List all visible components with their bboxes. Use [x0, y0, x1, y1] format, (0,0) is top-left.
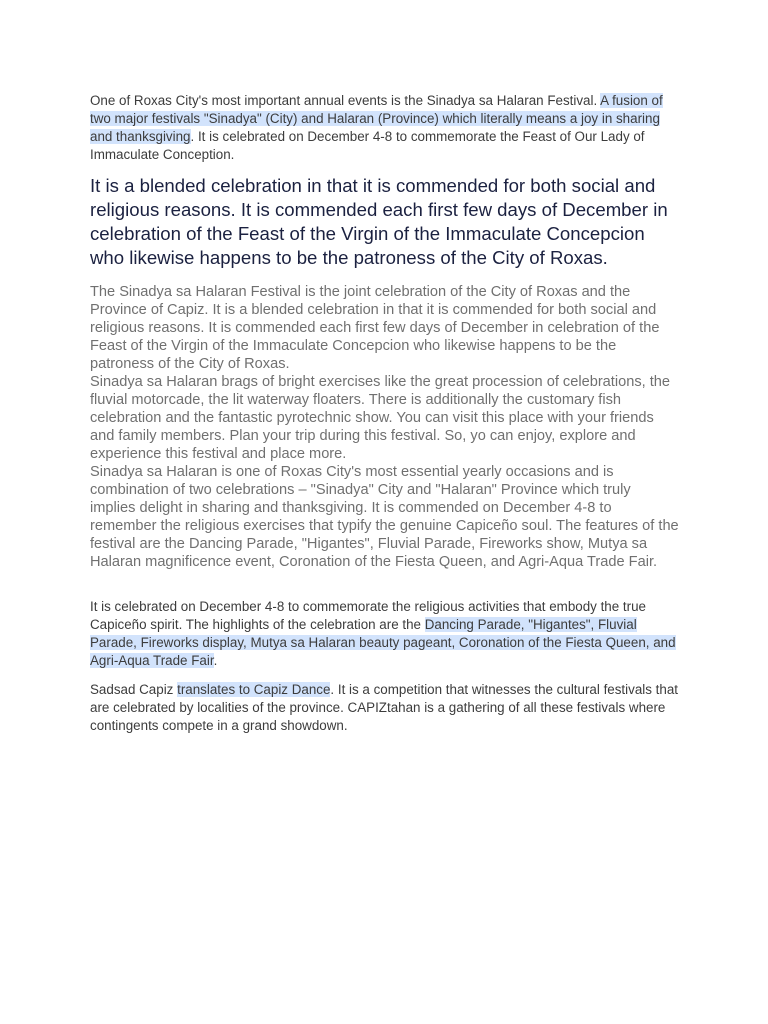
grey-paragraph-2: Sinadya sa Halaran brags of bright exercises like the great procession of celebrations, the fluvial motorcade, the lit waterway floaters. There is additionally the customary fish celebration and the fantastic pyrotechnic show. You can visit this place with your friends and family members. Plan your trip during this festival. So, yo can enjoy, explore and experience this festival and place more.: [90, 374, 671, 462]
sadsad-lead-text: Sadsad Capiz: [90, 682, 178, 697]
highlights-tail-text: .: [213, 653, 218, 668]
grey-text-block: [90, 283, 680, 571]
highlights-highlighted-text: Dancing Parade, "Higantes", Fluvial Parade, Fireworks display, Mutya sa Halaran beauty pageant, Coronation of the Fiesta Queen, and Agri-Aqua Trade Fair: [90, 617, 676, 668]
intro-highlighted-text: A fusion of two major festivals "Sinadya" (City) and Halaran (Province) which literally means a joy in sharing and thanksgiving: [90, 93, 663, 144]
intro-paragraph: [90, 92, 680, 164]
intro-tail-text: . It is celebrated on December 4-8 to commemorate the Feast of Our Lady of Immaculate Conception.: [90, 129, 645, 162]
paragraph-gap: [90, 571, 680, 598]
sadsad-paragraph: [90, 681, 680, 735]
paragraph-gap: [90, 670, 680, 681]
intro-lead-text: One of Roxas City's most important annual events is the Sinadya sa Halaran Festival.: [90, 93, 601, 108]
highlights-paragraph: [90, 598, 680, 670]
large-paragraph: It is a blended celebration in that it is commended for both social and religious reasons. It is commended each first few days of December in celebration of the Feast of the Virgin of the Immaculate Concepcion who likewise happens to be the patroness of the City of Roxas.: [90, 175, 668, 268]
document-page: [90, 92, 680, 735]
grey-paragraph-1: The Sinadya sa Halaran Festival is the joint celebration of the City of Roxas and the Province of Capiz. It is a blended celebration in that it is commended for both social and religious reasons. It is commended each first few days of December in celebration of the Feast of the Virgin of the Immaculate Concepcion who likewise happens to be the patroness of the City of Roxas.: [90, 284, 660, 372]
highlights-lead-text: It is celebrated on December 4-8 to commemorate the religious activities that embody the true Capiceño spirit. The highlights of the celebration are the: [90, 599, 646, 632]
sadsad-highlighted-text: translates to Capiz Dance: [177, 682, 331, 697]
sadsad-tail-text: . It is a competition that witnesses the cultural festivals that are celebrated by localities of the province. CAPIZtahan is a gathering of all these festivals where contingents compete in a grand showdown.: [90, 682, 678, 733]
grey-paragraph-3: Sinadya sa Halaran is one of Roxas City's most essential yearly occasions and is combination of two celebrations – "Sinadya" City and "Halaran" Province which truly implies delight in sharing and thanksgiving. It is commended on December 4-8 to remember the religious exercises that typify the genuine Capiceño soul. The features of the festival are the Dancing Parade, "Higantes", Fluvial Parade, Fireworks show, Mutya sa Halaran magnificence event, Coronation of the Fiesta Queen, and Agri-Aqua Trade Fair.: [90, 464, 679, 570]
